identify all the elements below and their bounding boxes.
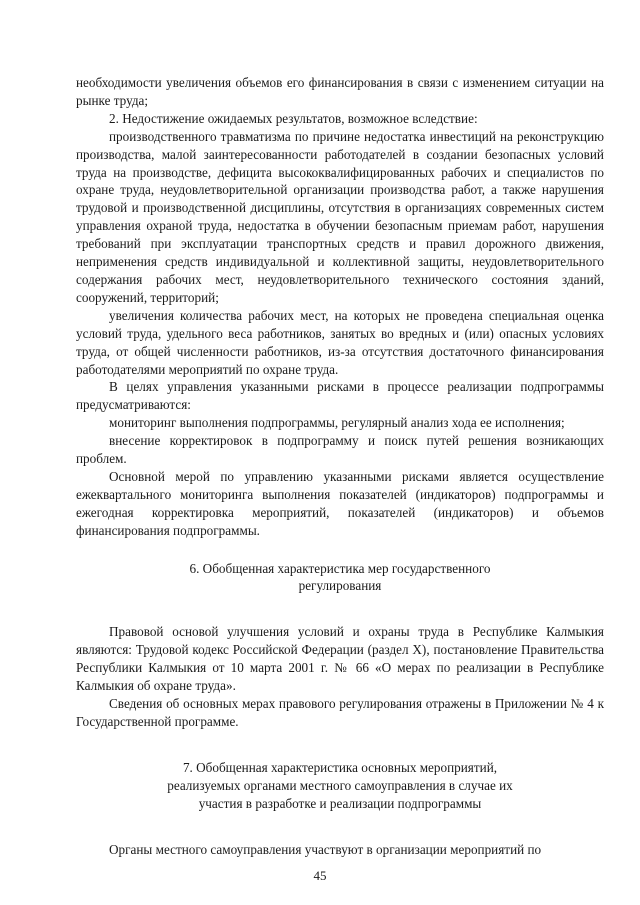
section-7-heading xyxy=(76,759,604,813)
paragraph: 2. Недостижение ожидаемых результатов, возможное вследствие: xyxy=(109,110,478,126)
page-number: 45 xyxy=(313,868,327,883)
paragraph: Основной мерой по управлению указанными рисками является осуществление ежеквартального мониторинга выполнения показателей (индикаторов) подпрограммы и ежегодная корректировка мероприятий, показателей (индикаторов) и объемов финансирования подпрограммы. xyxy=(76,468,604,538)
paragraph: Правовой основой улучшения условий и охраны труда в Республике Калмыкия являются: Трудовой кодекс Российской Федерации (раздел X), постановление Правительства Республики Калмыкия от 10 марта 2001 г. № 66 «О мерах по реализации в Республике Калмыкия об охране труда». xyxy=(76,624,604,694)
heading-line: 6. Обобщенная характеристика мер государственного xyxy=(189,560,491,576)
paragraph: В целях управления указанными рисками в процессе реализации подпрограммы предусматриваются: xyxy=(76,379,604,413)
paragraph: Органы местного самоуправления участвуют в организации мероприятий по xyxy=(109,841,542,857)
paragraph: производственного травматизма по причине недостатка инвестиций на реконструкцию производства, малой заинтересованности работодателей в создании безопасных условий труда на производстве, дефицита высококвалифицированных рабочих и специалистов по охране труда, неудовлетворительной организации производства работ, а также нарушения трудовой и производственной дисциплины, отсутствия в организациях современных систем управления охраной труда, недостатка в обучении безопасным приемам работ, нарушения требований при эксплуатации транспортных средств и правил дорожного движения, неприменения средств индивидуальной и коллективной защиты, неудовлетворительного содержания рабочих мест, неудовлетворительного технического состояния зданий, сооружений, территорий; xyxy=(76,128,604,305)
heading-line: регулирования xyxy=(298,578,382,594)
heading-line: 7. Обобщенная характеристика основных мероприятий, xyxy=(182,759,498,775)
paragraph: необходимости увеличения объемов его финансирования в связи с изменением ситуации на рынке труда; xyxy=(76,75,604,108)
paragraphs-top xyxy=(76,74,604,540)
paragraph: увеличения количества рабочих мест, на которых не проведена специальная оценка условий труда, удельного веса работников, занятых во вредных и (или) опасных условиях труда, от общей численности работников, из-за отсутствия достаточного финансирования работодателями мероприятий по охране труда. xyxy=(76,307,604,377)
body-text xyxy=(76,74,604,858)
paragraph: мониторинг выполнения подпрограммы, регулярный анализ хода ее исполнения; xyxy=(109,415,565,431)
heading-line: участия в разработке и реализации подпрограммы xyxy=(198,795,482,811)
section-6-heading xyxy=(76,560,604,596)
paragraph: Сведения об основных мерах правового регулирования отражены в Приложении № 4 к Государственной программе. xyxy=(76,696,604,729)
paragraph: внесение корректировок в подпрограмму и поиск путей решения возникающих проблем. xyxy=(76,433,604,467)
heading-line: реализуемых органами местного самоуправления в случае их xyxy=(167,777,513,793)
